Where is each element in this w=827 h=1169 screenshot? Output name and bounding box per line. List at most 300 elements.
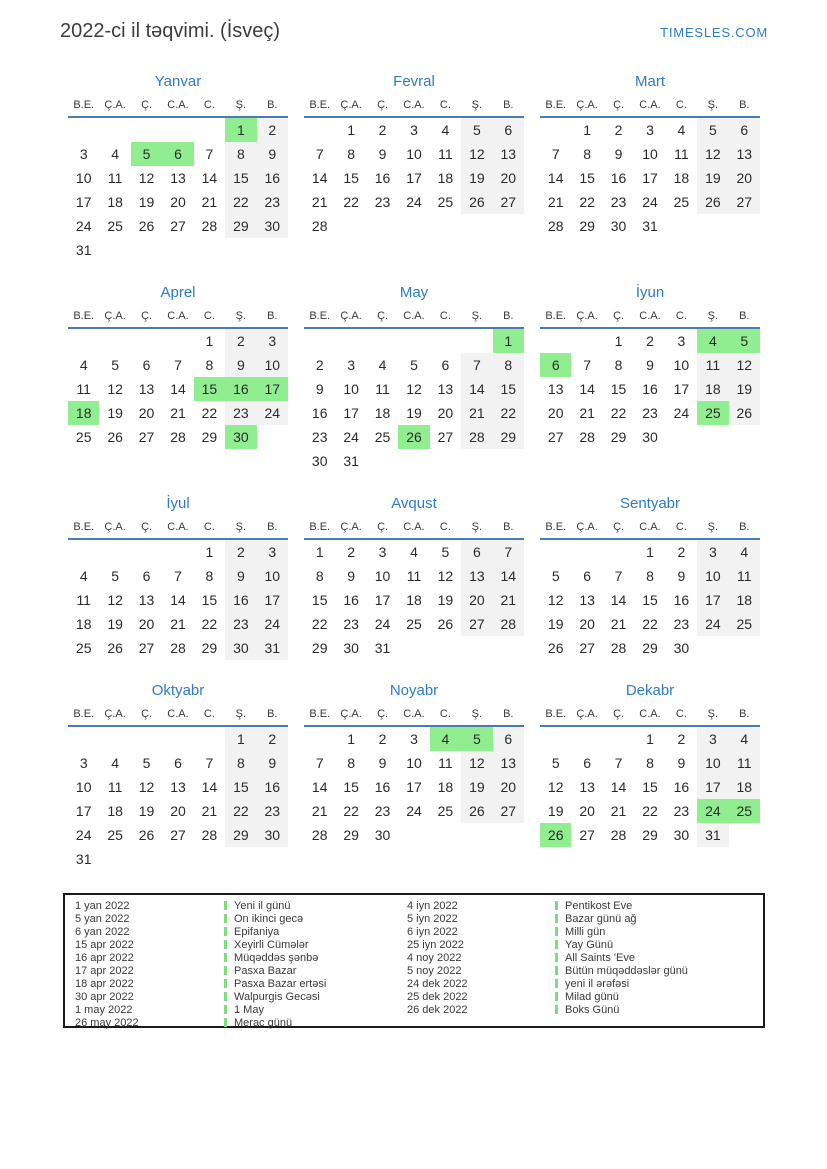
day-headers-row <box>304 517 524 540</box>
day-cell: 5 <box>111 568 120 584</box>
day-cell: 7 <box>461 353 492 377</box>
day-cell: 24 <box>75 827 92 843</box>
day-cell: 1 <box>646 544 654 560</box>
day-cell: 18 <box>374 405 391 421</box>
day-header-cell: Ş. <box>707 310 719 322</box>
day-cell: 28 <box>311 218 328 234</box>
day-header-cell: C. <box>439 310 451 322</box>
holiday-day-cell: 5 <box>729 329 760 353</box>
empty-cell <box>304 727 335 751</box>
day-header-cell: C.A. <box>639 99 661 111</box>
day-header-cell: Ç. <box>141 708 153 720</box>
legend-holiday-name: Boks Günü <box>565 1004 620 1016</box>
holiday-day-cell: 5 <box>131 142 162 166</box>
legend-date: 4 noy 2022 <box>407 952 462 964</box>
month-days <box>304 540 524 660</box>
month-title: İyul <box>166 495 190 512</box>
day-cell: 14 <box>461 377 492 401</box>
legend-holiday-name: Milad günü <box>565 991 619 1003</box>
empty-cell <box>99 540 130 564</box>
legend-dates-column <box>407 900 468 1017</box>
empty-cell <box>697 214 728 238</box>
day-cell: 16 <box>374 170 391 186</box>
day-cell: 14 <box>170 381 186 397</box>
empty-cell <box>131 118 162 142</box>
day-header-cell: Ç. <box>613 708 625 720</box>
day-cell: 1 <box>205 544 214 560</box>
day-cell: 22 <box>610 405 627 421</box>
holiday-marker <box>224 966 227 975</box>
legend-holiday <box>224 1017 326 1030</box>
day-cell: 10 <box>374 568 391 584</box>
empty-cell <box>461 329 492 353</box>
empty-cell <box>131 238 162 262</box>
day-cell: 1 <box>205 333 214 349</box>
day-cell: 11 <box>76 592 91 608</box>
empty-cell <box>697 425 728 449</box>
legend-holiday <box>224 952 326 965</box>
day-cell: 22 <box>311 616 328 632</box>
day-cell: 13 <box>547 381 564 397</box>
day-cell: 21 <box>579 405 595 421</box>
day-header-cell: Ç.A. <box>576 99 598 111</box>
day-cell: 5 <box>410 357 418 373</box>
day-cell: 22 <box>579 194 595 210</box>
day-cell: 28 <box>201 218 218 234</box>
month-block <box>540 681 760 871</box>
day-cell: 27 <box>493 799 524 823</box>
empty-cell <box>430 823 461 847</box>
legend-holiday-name: Xeyirli Cümələr <box>234 939 309 951</box>
holiday-day-cell: 1 <box>493 329 524 353</box>
day-header-cell: C. <box>675 521 687 533</box>
day-cell: 8 <box>614 357 623 373</box>
day-cell: 3 <box>257 540 288 564</box>
day-cell: 21 <box>547 194 564 210</box>
day-cell: 11 <box>107 170 123 186</box>
legend-holiday-name: yeni il ərəfəsi <box>565 978 630 990</box>
day-cell: 15 <box>225 775 256 799</box>
empty-cell <box>493 214 524 238</box>
legend-holiday <box>555 965 688 978</box>
day-cell: 22 <box>201 405 218 421</box>
empty-cell <box>697 636 728 660</box>
day-cell: 18 <box>437 170 454 186</box>
empty-cell <box>461 214 492 238</box>
day-cell: 6 <box>441 357 450 373</box>
day-cell: 18 <box>729 775 760 799</box>
day-cell: 29 <box>493 425 524 449</box>
day-headers-row <box>304 95 524 118</box>
day-cell: 23 <box>225 401 256 425</box>
day-header-cell: B.E. <box>73 310 95 322</box>
day-cell: 12 <box>547 779 564 795</box>
day-cell: 2 <box>315 357 324 373</box>
day-cell: 8 <box>493 353 524 377</box>
day-cell: 12 <box>107 592 123 608</box>
day-header-cell: C.A. <box>639 708 661 720</box>
day-header-cell: Ç.A. <box>576 521 598 533</box>
day-cell: 7 <box>174 568 182 584</box>
holiday-day-cell: 24 <box>697 799 728 823</box>
day-header-cell: Ç.A. <box>104 310 126 322</box>
day-cell: 20 <box>579 803 595 819</box>
holiday-day-cell: 25 <box>697 401 728 425</box>
legend-date: 1 may 2022 <box>75 1004 133 1016</box>
day-header-cell: Ç. <box>141 99 153 111</box>
legend-date: 5 noy 2022 <box>407 965 462 977</box>
day-cell: 11 <box>375 381 390 397</box>
legend-date: 25 iyn 2022 <box>407 939 464 951</box>
empty-cell <box>461 823 492 847</box>
holiday-marker <box>224 940 227 949</box>
legend-holiday <box>224 991 326 1004</box>
day-cell: 1 <box>347 731 356 747</box>
day-cell: 14 <box>610 592 627 608</box>
empty-cell <box>729 823 760 847</box>
day-cell: 29 <box>201 429 218 445</box>
day-cell: 6 <box>729 118 760 142</box>
day-header-cell: B. <box>503 708 514 720</box>
day-header-cell: B.E. <box>309 521 331 533</box>
day-header-cell: Ş. <box>707 99 719 111</box>
day-cell: 25 <box>107 827 123 843</box>
day-cell: 2 <box>677 731 686 747</box>
day-header-cell: C.A. <box>403 99 425 111</box>
day-cell: 2 <box>677 544 686 560</box>
day-cell: 18 <box>107 803 123 819</box>
day-header-cell: Ç.A. <box>104 99 126 111</box>
legend-holiday <box>555 991 688 1004</box>
legend-holiday <box>224 939 326 952</box>
day-cell: 15 <box>493 377 524 401</box>
day-cell: 4 <box>729 540 760 564</box>
day-cell: 29 <box>343 827 359 843</box>
empty-cell <box>367 449 398 473</box>
day-header-cell: B.E. <box>545 708 567 720</box>
day-cell: 9 <box>378 755 387 771</box>
empty-cell <box>99 329 130 353</box>
day-cell: 7 <box>493 540 524 564</box>
day-cell: 6 <box>493 727 524 751</box>
day-cell: 21 <box>610 616 627 632</box>
day-header-cell: B. <box>739 99 750 111</box>
day-cell: 26 <box>138 218 155 234</box>
day-cell: 14 <box>547 170 564 186</box>
day-cell: 4 <box>677 122 686 138</box>
empty-cell <box>335 329 366 353</box>
month-block <box>68 72 288 262</box>
day-cell: 11 <box>406 568 422 584</box>
empty-cell <box>540 118 571 142</box>
day-headers-row <box>68 517 288 540</box>
day-header-cell: B.E. <box>309 708 331 720</box>
month-days <box>68 118 288 262</box>
day-header-cell: C. <box>203 99 215 111</box>
day-cell: 16 <box>257 166 288 190</box>
legend-date: 4 iyn 2022 <box>407 900 458 912</box>
empty-cell <box>493 823 524 847</box>
day-cell: 6 <box>583 755 592 771</box>
day-header-cell: B. <box>503 310 514 322</box>
day-cell: 23 <box>225 612 256 636</box>
day-cell: 11 <box>697 353 728 377</box>
empty-cell <box>162 847 193 871</box>
day-header-cell: Ş. <box>471 310 483 322</box>
day-cell: 30 <box>225 636 256 660</box>
empty-cell <box>461 636 492 660</box>
day-header-cell: B.E. <box>309 310 331 322</box>
month-title: Mart <box>635 73 665 90</box>
day-cell: 21 <box>610 803 627 819</box>
month-days <box>68 727 288 871</box>
legend-holiday <box>555 913 688 926</box>
day-header-cell: B. <box>267 708 278 720</box>
day-header-cell: C.A. <box>403 708 425 720</box>
day-cell: 8 <box>347 146 356 162</box>
day-cell: 27 <box>170 218 186 234</box>
legend-holiday-name: Pasxa Bazar <box>234 965 297 977</box>
empty-cell <box>461 449 492 473</box>
day-cell: 15 <box>642 592 658 608</box>
day-cell: 26 <box>461 190 492 214</box>
day-cell: 9 <box>347 568 356 584</box>
day-header-cell: Ç.A. <box>104 708 126 720</box>
day-cell: 9 <box>614 146 623 162</box>
day-cell: 18 <box>673 170 690 186</box>
day-cell: 11 <box>729 751 760 775</box>
holiday-day-cell: 15 <box>194 377 225 401</box>
empty-cell <box>162 540 193 564</box>
site-link[interactable]: TIMESLES.COM <box>660 25 768 40</box>
day-cell: 3 <box>79 146 88 162</box>
day-cell: 30 <box>610 218 627 234</box>
day-cell: 20 <box>437 405 454 421</box>
day-cell: 2 <box>347 544 356 560</box>
holiday-marker <box>555 901 558 910</box>
empty-cell <box>304 329 335 353</box>
day-cell: 26 <box>107 640 123 656</box>
legend-holiday <box>555 900 688 913</box>
empty-cell <box>131 329 162 353</box>
day-cell: 19 <box>547 616 564 632</box>
day-cell: 17 <box>406 170 422 186</box>
day-cell: 3 <box>347 357 356 373</box>
month-title: Oktyabr <box>151 682 205 699</box>
day-header-cell: C.A. <box>167 708 189 720</box>
empty-cell <box>257 238 288 262</box>
legend-holiday <box>555 1004 688 1017</box>
day-cell: 11 <box>107 779 123 795</box>
day-cell: 19 <box>138 803 155 819</box>
day-cell: 15 <box>579 170 595 186</box>
day-cell: 31 <box>374 640 391 656</box>
day-cell: 17 <box>673 381 690 397</box>
day-cell: 20 <box>170 194 186 210</box>
day-cell: 20 <box>138 405 155 421</box>
day-cell: 3 <box>378 544 387 560</box>
day-cell: 7 <box>315 146 324 162</box>
month-days <box>540 540 760 660</box>
day-cell: 23 <box>257 190 288 214</box>
day-cell: 20 <box>729 166 760 190</box>
day-header-cell: C. <box>439 99 451 111</box>
day-header-cell: B.E. <box>73 99 95 111</box>
day-cell: 20 <box>138 616 155 632</box>
day-header-cell: Ç. <box>613 521 625 533</box>
day-cell: 18 <box>107 194 123 210</box>
day-cell: 7 <box>205 146 214 162</box>
day-cell: 10 <box>697 751 728 775</box>
day-header-cell: B.E. <box>73 708 95 720</box>
day-header-cell: B. <box>503 99 514 111</box>
day-cell: 21 <box>201 194 218 210</box>
empty-cell <box>666 214 697 238</box>
day-cell: 24 <box>257 612 288 636</box>
day-cell: 28 <box>610 827 627 843</box>
day-cell: 12 <box>461 751 492 775</box>
day-cell: 22 <box>642 803 658 819</box>
day-header-cell: C. <box>439 708 451 720</box>
day-cell: 23 <box>374 803 391 819</box>
day-cell: 7 <box>315 755 324 771</box>
legend-holiday <box>555 939 688 952</box>
day-cell: 1 <box>225 727 256 751</box>
day-cell: 6 <box>174 755 182 771</box>
day-cell: 24 <box>343 429 359 445</box>
day-cell: 17 <box>343 405 359 421</box>
empty-cell <box>257 425 288 449</box>
day-header-cell: C. <box>675 708 687 720</box>
day-cell: 21 <box>461 401 492 425</box>
day-cell: 9 <box>677 755 686 771</box>
day-header-cell: B.E. <box>545 310 567 322</box>
day-header-cell: B. <box>739 521 750 533</box>
day-cell: 24 <box>374 616 391 632</box>
day-cell: 8 <box>225 142 256 166</box>
day-header-cell: C. <box>203 310 215 322</box>
day-header-cell: C. <box>203 521 215 533</box>
month-title: Noyabr <box>389 682 439 699</box>
day-cell: 15 <box>225 166 256 190</box>
legend-dates-column <box>75 900 139 1030</box>
legend-holiday-name: Walpurgis Gecəsi <box>234 991 320 1003</box>
day-cell: 25 <box>673 194 690 210</box>
day-cell: 10 <box>257 564 288 588</box>
holiday-day-cell: 4 <box>697 329 728 353</box>
legend-holiday <box>224 978 326 991</box>
day-cell: 13 <box>437 381 454 397</box>
day-cell: 11 <box>438 755 453 771</box>
day-cell: 28 <box>170 429 186 445</box>
day-cell: 12 <box>461 142 492 166</box>
day-cell: 10 <box>75 779 92 795</box>
day-header-cell: Ç. <box>141 310 153 322</box>
day-headers-row <box>68 306 288 329</box>
day-cell: 12 <box>138 170 155 186</box>
day-header-cell: B. <box>267 99 278 111</box>
day-headers-row <box>540 306 760 329</box>
holiday-day-cell: 6 <box>540 353 571 377</box>
day-header-cell: C.A. <box>167 99 189 111</box>
empty-cell <box>493 449 524 473</box>
day-header-cell: C.A. <box>167 310 189 322</box>
day-header-cell: Ç. <box>613 99 625 111</box>
day-cell: 19 <box>461 166 492 190</box>
empty-cell <box>430 449 461 473</box>
day-cell: 14 <box>579 381 595 397</box>
day-cell: 3 <box>410 731 418 747</box>
day-cell: 14 <box>493 564 524 588</box>
empty-cell <box>162 329 193 353</box>
day-header-cell: B.E. <box>73 521 95 533</box>
day-cell: 12 <box>437 568 454 584</box>
legend-holiday <box>555 952 688 965</box>
month-title: May <box>399 284 429 301</box>
day-cell: 19 <box>547 803 564 819</box>
legend-date: 6 iyn 2022 <box>407 926 458 938</box>
day-cell: 28 <box>311 827 328 843</box>
month-block <box>68 681 288 871</box>
month-days <box>304 727 524 847</box>
day-cell: 22 <box>201 616 218 632</box>
holiday-marker <box>555 992 558 1001</box>
day-cell: 21 <box>201 803 218 819</box>
day-cell: 3 <box>646 122 654 138</box>
day-cell: 13 <box>729 142 760 166</box>
day-cell: 11 <box>674 146 689 162</box>
day-cell: 31 <box>257 636 288 660</box>
day-cell: 8 <box>646 755 654 771</box>
legend-holiday-name: On ikinci gecə <box>234 913 304 925</box>
day-cell: 28 <box>461 425 492 449</box>
day-cell: 18 <box>729 588 760 612</box>
day-cell: 24 <box>257 401 288 425</box>
day-header-cell: Ş. <box>471 708 483 720</box>
day-cell: 29 <box>225 823 256 847</box>
day-cell: 27 <box>138 429 155 445</box>
empty-cell <box>540 727 571 751</box>
empty-cell <box>666 425 697 449</box>
day-cell: 14 <box>311 170 328 186</box>
empty-cell <box>194 118 225 142</box>
day-cell: 17 <box>75 803 92 819</box>
day-cell: 6 <box>142 568 151 584</box>
day-header-cell: Ş. <box>235 310 247 322</box>
day-cell: 4 <box>79 568 88 584</box>
empty-cell <box>430 214 461 238</box>
day-cell: 19 <box>107 616 123 632</box>
day-header-cell: C. <box>203 708 215 720</box>
day-header-cell: C.A. <box>403 310 425 322</box>
legend-date: 17 apr 2022 <box>75 965 134 977</box>
day-header-cell: B.E. <box>545 521 567 533</box>
day-cell: 18 <box>697 377 728 401</box>
empty-cell <box>398 214 429 238</box>
legend-holiday-name: Merac günü <box>234 1017 293 1029</box>
day-cell: 17 <box>75 194 92 210</box>
day-cell: 4 <box>441 122 450 138</box>
empty-cell <box>68 540 99 564</box>
day-header-cell: C.A. <box>639 310 661 322</box>
day-cell: 23 <box>673 803 690 819</box>
day-cell: 23 <box>673 616 690 632</box>
day-cell: 28 <box>579 429 595 445</box>
day-cell: 4 <box>111 146 120 162</box>
day-cell: 21 <box>170 405 186 421</box>
legend-holiday-name: Yeni il günü <box>234 900 291 912</box>
day-cell: 17 <box>697 588 728 612</box>
